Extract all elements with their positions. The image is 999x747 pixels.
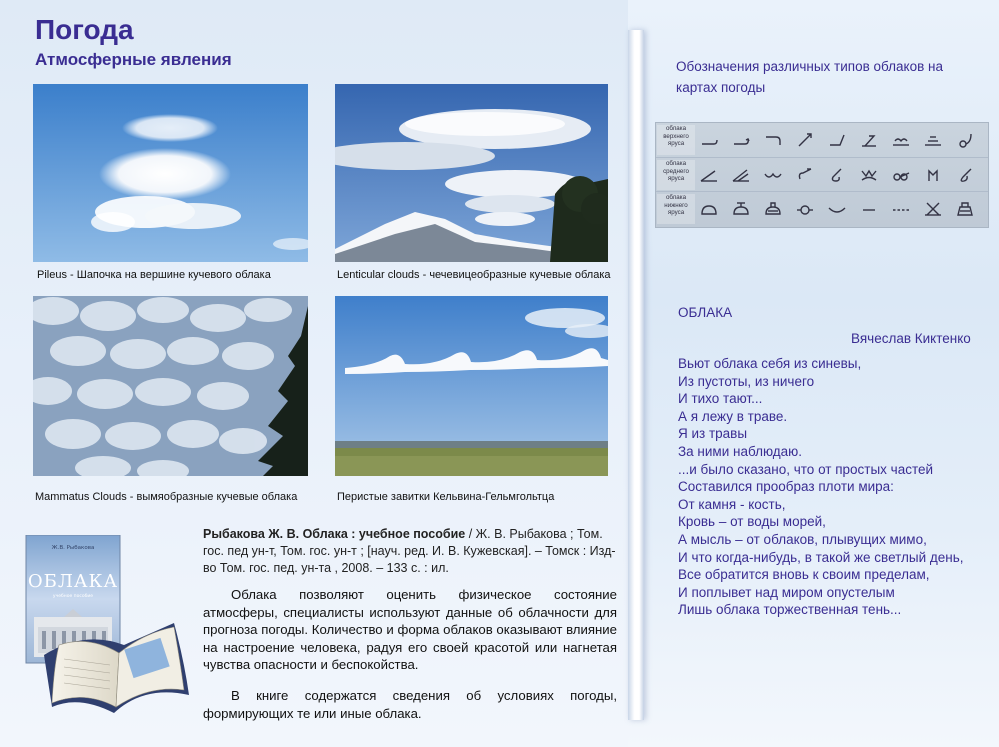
photo-mammatus	[33, 296, 308, 476]
poem-author: Вячеслав Киктенко	[851, 331, 971, 346]
cloud-symbol-icon	[696, 127, 722, 153]
cloud-symbol-icon	[792, 162, 818, 188]
cloud-symbol-icon	[728, 196, 754, 222]
book-bibliography	[203, 526, 617, 577]
book-cover-author: Ж.В. Рыбакова	[51, 545, 95, 551]
row-label-upper: облака верхнего яруса	[657, 125, 695, 155]
poem-line: Из пустоты, из ничего	[678, 373, 815, 389]
cloud-symbol-icon	[920, 196, 946, 222]
cloud-symbol-icon	[792, 127, 818, 153]
photo-caption-kelvin-helmholtz: Перистые завитки Кельвина-Гельмгольтца	[337, 491, 555, 503]
cloud-symbol-icon	[760, 162, 786, 188]
poem-line: А мысль – от облаков, плывущих мимо,	[678, 531, 927, 547]
column-divider	[628, 30, 644, 720]
book-description-2: В книге содержатся сведения об условиях погоды, формирующих те или иные облака.	[203, 688, 617, 721]
biblio-details: / Ж. В. Рыбакова ; Том. гос. пед ун-т, Том. гос. ун-т ; [науч. ред. И. В. Кужевская]. – Томск : Изд-во Том. гос. пед. ун-та , 2008. – 133 с. : ил.	[203, 527, 616, 575]
book-cover-title: ОБЛАКА	[27, 571, 119, 592]
poem-title: ОБЛАКА	[678, 305, 733, 320]
photo-lenticular	[335, 84, 608, 262]
cloud-symbol-icon	[952, 162, 978, 188]
photo-caption-pileus: Pileus - Шапочка на вершине кучевого облака	[37, 269, 271, 281]
book-description-1: Облака позволяют оценить физическое состояние атмосферы, специалисты используют данные об облачности для прогноза погоды. Количество и форма облаков оказывают влияние на настроение человека, радуя его своей красотой или нагнетая чувства опасности и беспокойства.	[203, 587, 617, 672]
table-row-lower	[656, 191, 988, 226]
cloud-symbol-icon	[952, 127, 978, 153]
cloud-symbol-icon	[824, 196, 850, 222]
cloud-symbol-icon	[888, 196, 914, 222]
biblio-author-title: Рыбакова Ж. В. Облака : учебное пособие	[203, 527, 466, 541]
photo-pileus	[33, 84, 308, 262]
row-label-lower: облака нижнего яруса	[657, 194, 695, 224]
poem-line: И поплывет над миром опустелым	[678, 584, 895, 600]
poem-line: ...и было сказано, что от простых частей	[678, 461, 934, 477]
poem-line: Составился прообраз плоти мира:	[678, 479, 894, 495]
cloud-symbol-icon	[952, 196, 978, 222]
cloud-symbol-icon	[760, 196, 786, 222]
cloud-symbol-icon	[696, 162, 722, 188]
poem-line: И тихо тают...	[678, 391, 763, 407]
poem-line: Лишь облака торжественная тень...	[678, 602, 902, 618]
cloud-symbol-icon	[888, 127, 914, 153]
poem-line: Все обратится вновь к своим пределам,	[678, 567, 930, 583]
cloud-symbol-icon	[920, 162, 946, 188]
table-row-middle	[656, 157, 988, 192]
cloud-symbol-icon	[920, 127, 946, 153]
book-illustration	[24, 535, 194, 720]
poem-line: Вьют облака себя из синевы,	[678, 356, 862, 371]
poem-line: А я лежу в траве.	[678, 408, 788, 424]
cloud-symbols-table	[655, 122, 989, 228]
cloud-symbol-icon	[856, 196, 882, 222]
poem-line: И что когда-нибудь, в такой же светлый день,	[678, 549, 964, 565]
poem-line: Кровь – от воды морей,	[678, 514, 826, 530]
cloud-symbol-icon	[760, 127, 786, 153]
cloud-symbol-icon	[728, 162, 754, 188]
cloud-symbol-icon	[728, 127, 754, 153]
poem-line: За ними наблюдаю.	[678, 443, 803, 459]
cloud-symbol-icon	[856, 127, 882, 153]
page-title: Погода	[35, 14, 134, 45]
table-row-upper	[656, 123, 988, 157]
cloud-symbol-icon	[888, 162, 914, 188]
cloud-symbol-icon	[856, 162, 882, 188]
page-subtitle: Атмосферные явления	[35, 50, 232, 69]
legend-title: Обозначения различных типов облаков на картах погоды	[676, 59, 943, 95]
poem-line: От камня - кость,	[678, 496, 786, 512]
cloud-symbol-icon	[696, 196, 722, 222]
photo-kelvin-helmholtz	[335, 296, 608, 476]
row-label-middle: облака среднего яруса	[657, 160, 695, 190]
cloud-symbol-icon	[792, 196, 818, 222]
poem-text	[678, 355, 988, 619]
cloud-symbol-icon	[824, 162, 850, 188]
cloud-symbol-icon	[824, 127, 850, 153]
poem-line: Я из травы	[678, 426, 748, 442]
photo-caption-mammatus: Mammatus Clouds - вымяобразные кучевые облака	[35, 491, 298, 503]
photo-caption-lenticular: Lenticular clouds - чечевицеобразные кучевые облака	[337, 269, 611, 281]
book-cover-subtitle: учебное пособие	[52, 594, 94, 599]
